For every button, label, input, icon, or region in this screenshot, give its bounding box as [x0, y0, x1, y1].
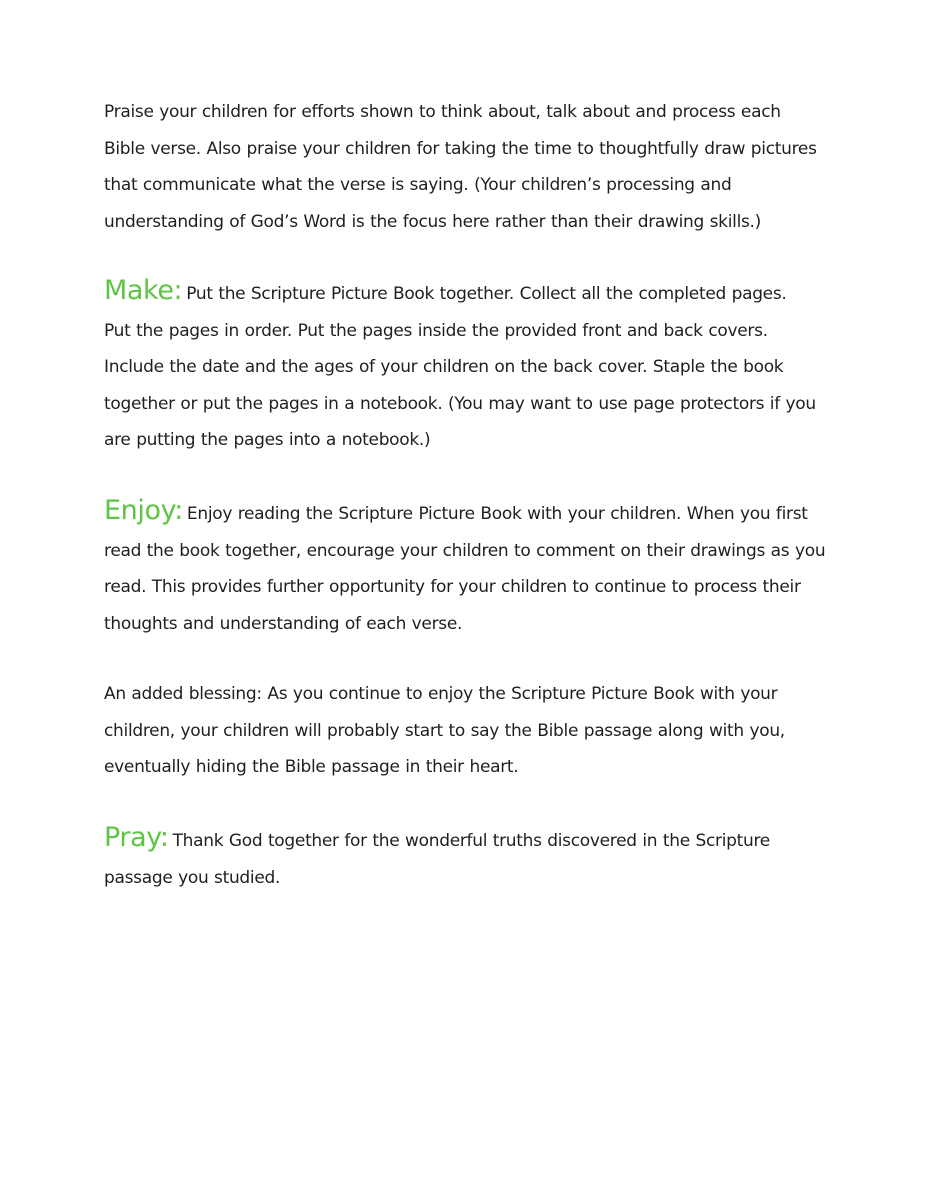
blessing-line-2: children, your children will probably start to say the Bible passage along with you, [104, 720, 785, 741]
praise-line-3: that communicate what the verse is saying. (Your children’s processing and [104, 175, 732, 195]
make-line-5: are putting the pages into a notebook.) [104, 430, 431, 450]
enjoy-line-1 [104, 493, 834, 533]
make-line-1-text: Put the Scripture Picture Book together. Collect all the completed pages. [186, 284, 787, 304]
praise-paragraph [104, 94, 834, 240]
make-line-2: Put the pages in order. Put the pages inside the provided front and back covers. [104, 320, 768, 341]
make-heading: Make: [104, 275, 183, 306]
make-line-3: Include the date and the ages of your children on the back cover. Staple the book [104, 357, 784, 377]
pray-line-1 [104, 820, 834, 860]
enjoy-line-2: read the book together, encourage your children to comment on their drawings as you [104, 540, 826, 561]
pray-heading: Pray: [104, 822, 169, 853]
blessing-line-1: An added blessing: As you continue to enjoy the Scripture Picture Book with your [104, 684, 778, 704]
praise-line-4: understanding of God’s Word is the focus here rather than their drawing skills.) [104, 211, 761, 232]
enjoy-line-1-text: Enjoy reading the Scripture Picture Book with your children. When you first [186, 504, 808, 524]
praise-line-2: Bible verse. Also praise your children for taking the time to thoughtfully draw pictures [104, 138, 817, 159]
enjoy-line-4: thoughts and understanding of each verse. [104, 613, 463, 634]
blessing-line-3: eventually hiding the Bible passage in their heart. [104, 757, 519, 777]
make-line-4: together or put the pages in a notebook. (You may want to use page protectors if you [104, 393, 816, 414]
enjoy-line-3: read. This provides further opportunity for your children to continue to process their [104, 577, 801, 597]
make-paragraph [104, 273, 834, 459]
pray-paragraph [104, 820, 834, 896]
enjoy-paragraph [104, 493, 834, 642]
enjoy-heading: Enjoy: [104, 495, 183, 526]
pray-line-1-text: Thank God together for the wonderful truths discovered in the Scripture [172, 831, 770, 851]
blessing-paragraph [104, 676, 834, 786]
praise-line-1: Praise your children for efforts shown to think about, talk about and process each [104, 102, 781, 122]
make-line-1 [104, 273, 834, 313]
pray-line-2: passage you studied. [104, 867, 281, 888]
